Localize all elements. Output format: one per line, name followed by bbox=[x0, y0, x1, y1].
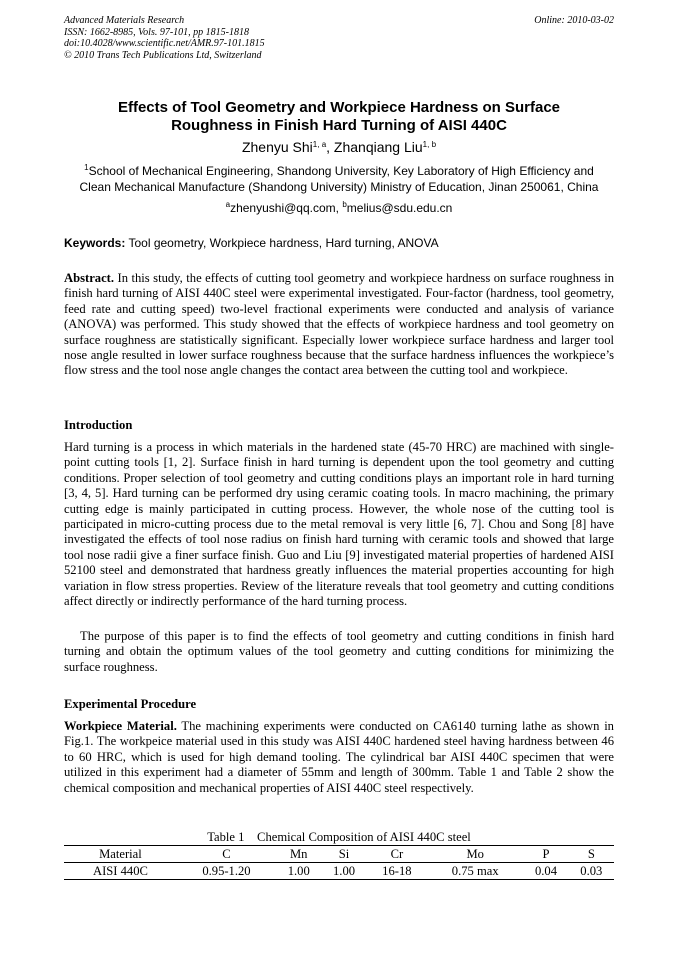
table-cell: 16-18 bbox=[382, 863, 412, 878]
paper-title bbox=[64, 99, 614, 135]
table-cell: 1.00 bbox=[333, 863, 356, 878]
email-b: melius@sdu.edu.cn bbox=[346, 201, 453, 215]
email-a-sup: a bbox=[225, 200, 231, 209]
affiliation-sup: 1 bbox=[84, 163, 89, 172]
author-2: Zhanqiang Liu bbox=[333, 139, 423, 155]
header-cell: Cr bbox=[390, 846, 404, 861]
author-2-sup: 1, b bbox=[422, 140, 437, 149]
affiliation-line-1: $^1$School of Mechanical Engineering, Shandong University, Key Laboratory of High Efficiency and bbox=[84, 163, 594, 178]
page-header bbox=[64, 15, 614, 61]
affiliation-line-2: Clean Mechanical Manufacture (Shandong University) Ministry of Education, Jinan 250061, China bbox=[79, 180, 599, 194]
workpiece-paragraph bbox=[64, 719, 614, 796]
abstract-text: In this study, the effects of cutting tool geometry and workpiece hardness on surface roughness in finish hard turning of AISI 440C steel were experimental investigated. Four-factor (hardness, tool geometry, feed rate and cutting speed) two-level fractional experiments were conducted and analysis of variance (ANOVA) was performed. This study showed that the effects of workpiece hardness and tool geometry on surface roughness are statistically significant. Especially lower workpiece surface hardness and larger tool nose angle resulted in lower surface roughness because that the surface hardness influences the workpiece’s flow stress and the tool nose angle changes the contact area between the cutting tool and workpiece. bbox=[64, 271, 614, 378]
author-separator: , bbox=[326, 139, 334, 155]
introduction-heading: Introduction bbox=[64, 418, 133, 432]
keywords-label: Keywords: bbox=[64, 236, 126, 250]
table-row bbox=[64, 863, 614, 880]
issn-line: ISSN: 1662-8985, Vols. 97-101, pp 1815-1818 bbox=[64, 26, 249, 38]
table-1 bbox=[64, 845, 614, 880]
header-cell: Material bbox=[99, 846, 142, 861]
affiliation bbox=[54, 163, 624, 195]
table-cell: 0.95-1.20 bbox=[202, 863, 251, 878]
header-cell: Si bbox=[338, 846, 350, 861]
table-header-row bbox=[64, 846, 614, 863]
email-a: zhenyushi@qq.com, bbox=[230, 201, 343, 215]
title-line-2: Roughness in Finish Hard Turning of AISI 440C bbox=[171, 117, 507, 134]
table-1-caption: Table 1 Chemical Composition of AISI 440C steel bbox=[207, 830, 471, 844]
workpiece-label: Workpiece Material. bbox=[64, 719, 177, 733]
keywords bbox=[64, 236, 614, 251]
table-cell: 1.00 bbox=[287, 863, 310, 878]
table-cell: 0.75 max bbox=[451, 863, 499, 878]
doi-line: doi:10.4028/www.scientific.net/AMR.97-101.1815 bbox=[64, 38, 265, 49]
author-1-sup: 1, a bbox=[312, 140, 327, 149]
email-b-sup: b bbox=[342, 200, 347, 209]
author-1: Zhenyu Shi bbox=[241, 139, 313, 155]
keywords-text: Tool geometry, Workpiece hardness, Hard turning, ANOVA bbox=[125, 236, 439, 250]
header-cell: S bbox=[587, 846, 595, 861]
introduction-paragraph-2: The purpose of this paper is to find the effects of tool geometry and cutting conditions in finish hard turning and obtain the optimum values of the tool geometry and cutting conditions for minimizing the surface roughness. bbox=[64, 629, 614, 674]
header-cell: Mn bbox=[289, 846, 308, 861]
table-cell: 0.03 bbox=[580, 863, 603, 878]
title-line-1: Effects of Tool Geometry and Workpiece Hardness on Surface bbox=[117, 99, 561, 116]
online-date: Online: 2010-03-02 bbox=[534, 15, 614, 26]
experimental-heading: Experimental Procedure bbox=[64, 697, 197, 711]
journal-name: Advanced Materials Research bbox=[64, 15, 185, 26]
header-cell: P bbox=[542, 846, 550, 861]
introduction-paragraph-1: Hard turning is a process in which materials in the hardened state (45-70 HRC) are machined with single-point cutting tools [1, 2]. Surface finish in hard turning is dependent upon the tool geometry and cutting conditions. Proper selection of tool geometry and cutting conditions plays an important role in hard turning [3, 4, 5]. Hard turning can be performed dry using ceramic coating tools. In macro machining, the primary cutting edge is mainly participated in cutting process. However, the whole nose of the cutting tool is participated in micro-cutting process due to the metal removal is very little [6, 7]. Chou and Song [8] have investigated the effects of tool nose radius on finish hard turning with ceramic tools and showed that large tool nose radii give a finer surface finish. Guo and Liu [9] investigated material properties of hardened AISI 52100 steel and demonstrated that hardness greatly influences the material properties accounting for high variation in flow stress properties. Review of the literature reveals that tool geometry and cutting conditions affect directly or indirectly performance of the hard turning process. bbox=[64, 440, 614, 609]
copyright-line: © 2010 Trans Tech Publications Ltd, Switzerland bbox=[64, 49, 262, 61]
authors bbox=[64, 139, 614, 155]
table-cell: AISI 440C bbox=[92, 863, 148, 878]
workpiece-text: The machining experiments were conducted on CA6140 turning lathe as shown in Fig.1. The workpeice material used in this study was AISI 440C hardened steel having hardness between 46 to 60 HRC, which is used for high demand tooling. The cylindrical bar AISI 440C specimen that were utilized in this experiment had a diameter of 55mm and length of 300mm. Table 1 and Table 2 show the chemical composition and mechanical properties of AISI 440C steel respectively. bbox=[64, 719, 614, 795]
header-cell: C bbox=[222, 846, 231, 861]
emails bbox=[64, 201, 614, 215]
header-cell: Mo bbox=[466, 846, 484, 861]
abstract-label: Abstract. bbox=[64, 271, 115, 285]
table-cell: 0.04 bbox=[534, 863, 558, 878]
abstract bbox=[64, 271, 614, 379]
